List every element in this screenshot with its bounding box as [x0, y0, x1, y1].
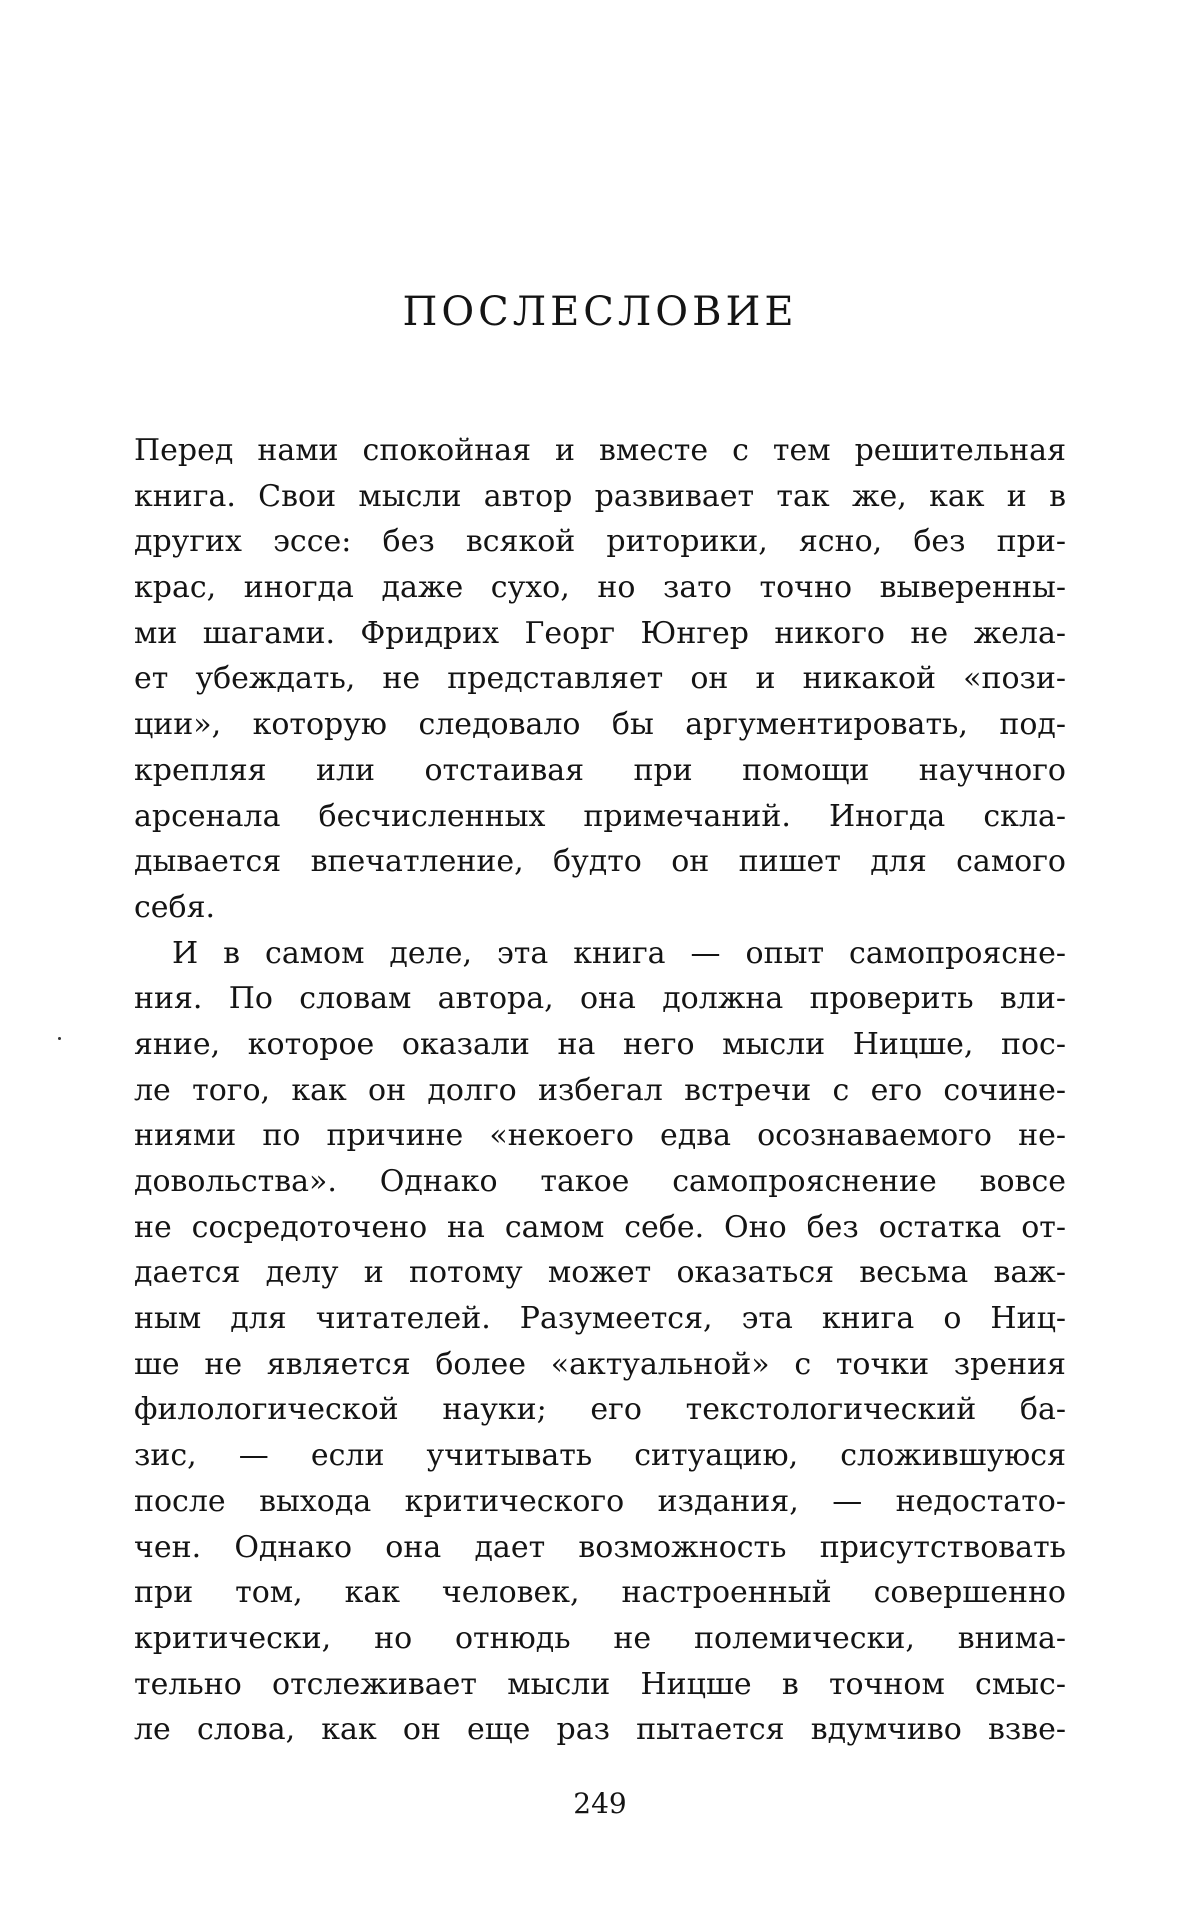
text-line: ет убеждать, не представляет он и никакой «пози- — [134, 661, 1066, 697]
text-line: при том, как человек, настроенный совершенно — [134, 1575, 1066, 1611]
text-line: тельно отслеживает мысли Ницше в точном смыс- — [134, 1666, 1066, 1702]
body-text — [134, 428, 1066, 1753]
text-line: крепляя или отстаивая при помощи научного — [134, 752, 1066, 788]
text-line: ше не является более «актуальной» с точки зрения — [134, 1346, 1066, 1382]
text-line: филологической науки; его текстологический ба- — [134, 1392, 1066, 1428]
text-line: яние, которое оказали на него мысли Ницше, пос- — [134, 1026, 1066, 1062]
text-line: дается делу и потому может оказаться весьма важ- — [134, 1255, 1066, 1291]
text-line: Перед нами спокойная и вместе с тем решительная — [134, 433, 1066, 468]
scan-speck — [58, 1037, 61, 1040]
text-line: зис, — если учитывать ситуацию, сложившуюся — [134, 1438, 1066, 1474]
text-line: других эссе: без всякой риторики, ясно, без при- — [134, 524, 1066, 560]
text-line: ния. По словам автора, она должна проверить вли- — [134, 981, 1066, 1017]
chapter-title: ПОСЛЕСЛОВИЕ — [402, 289, 798, 335]
text-line: книга. Свои мысли автор развивает так же, как и в — [134, 478, 1066, 514]
text-line: после выхода критического издания, — недостато- — [134, 1483, 1066, 1519]
text-line: ниями по причине «некоего едва осознаваемого не- — [134, 1118, 1066, 1154]
text-line: не сосредоточено на самом себе. Оно без остатка от- — [134, 1209, 1066, 1245]
text-line: ным для читателей. Разумеется, эта книга о Ниц- — [134, 1301, 1066, 1337]
text-line: чен. Однако она дает возможность присутствовать — [134, 1529, 1066, 1565]
text-line: дывается впечатление, будто он пишет для самого — [134, 844, 1066, 880]
text-line: ле слова, как он еще раз пытается вдумчиво взве- — [134, 1712, 1066, 1748]
text-line: крас, иногда даже сухо, но зато точно выверенны- — [134, 570, 1066, 606]
text-line: ции», которую следовало бы аргументировать, под- — [134, 707, 1066, 743]
text-line: себя. — [134, 889, 216, 925]
page-number: 249 — [573, 1787, 627, 1820]
text-line: ле того, как он долго избегал встречи с его сочине- — [134, 1072, 1066, 1108]
text-line: довольства». Однако такое самопрояснение вовсе — [134, 1164, 1066, 1199]
text-line: критически, но отнюдь не полемически, внима- — [134, 1620, 1066, 1656]
text-line: И в самом деле, эта книга — опыт самопроясне- — [172, 935, 1066, 971]
text-line: ми шагами. Фридрих Георг Юнгер никого не жела- — [134, 615, 1066, 651]
text-line: арсенала бесчисленных примечаний. Иногда скла- — [134, 798, 1066, 834]
